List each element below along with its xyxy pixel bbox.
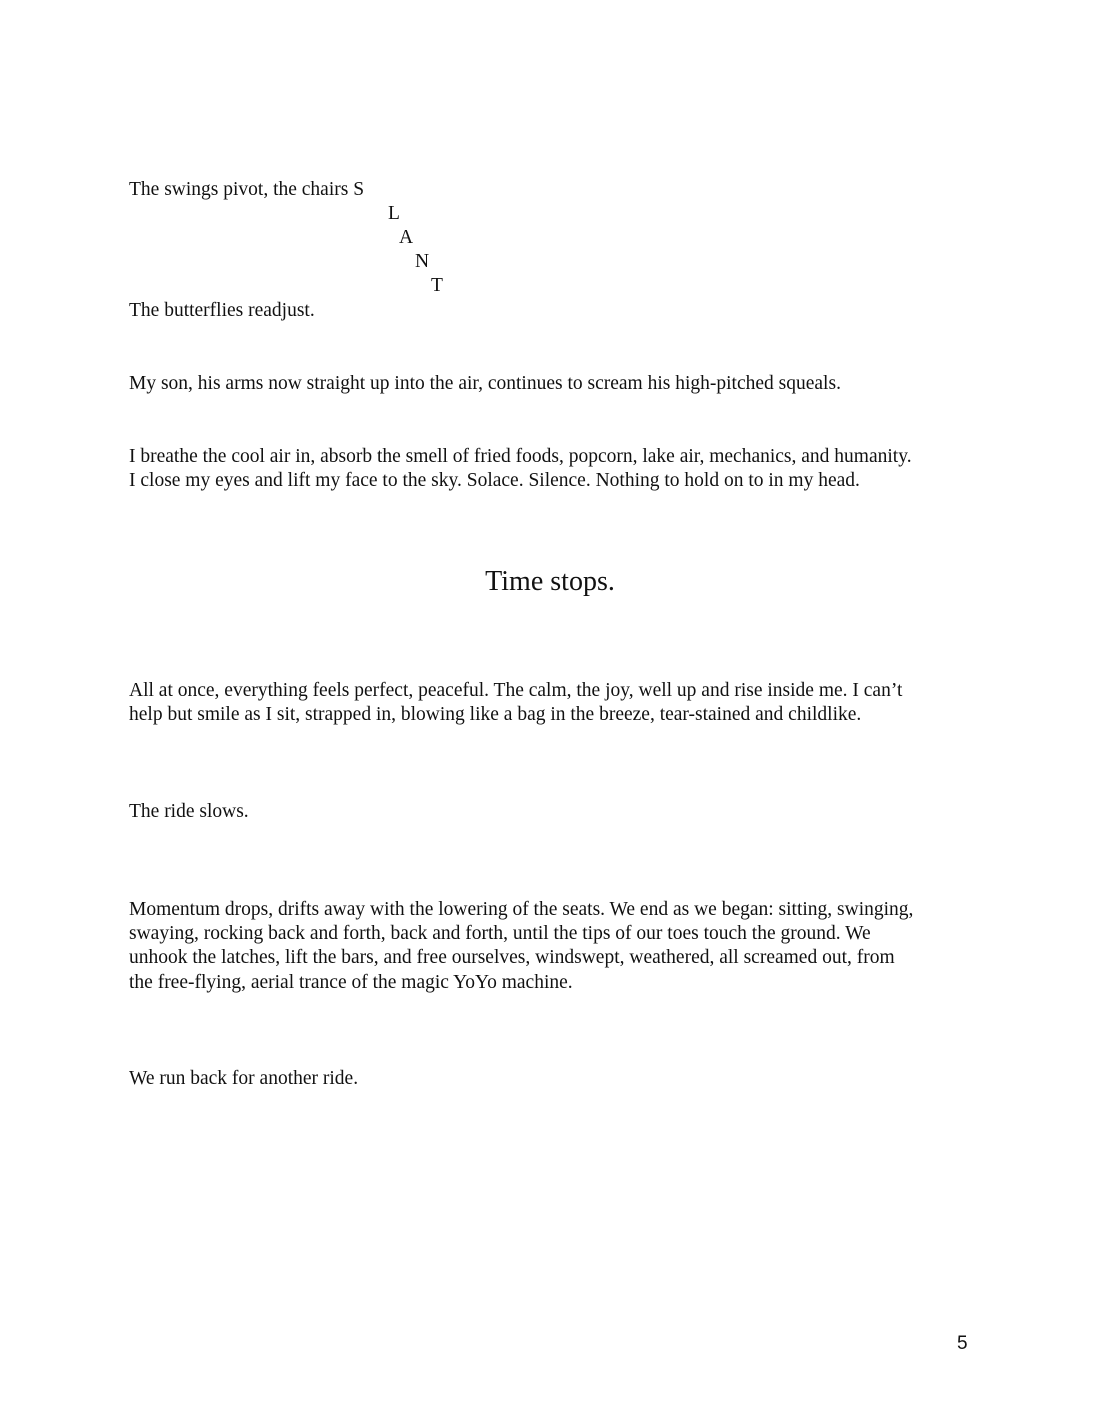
slant-letter-t: T xyxy=(431,275,443,296)
paragraph-line: swaying, rocking back and forth, back and forth, until the tips of our toes touch the ground. We xyxy=(129,923,871,945)
paragraph-line: Momentum drops, drifts away with the lowering of the seats. We end as we began: sitting, swinging, xyxy=(129,899,914,920)
swings-line: The swings pivot, the chairs S xyxy=(129,179,365,200)
slant-letter-l: L xyxy=(388,203,400,224)
breathe-paragraph xyxy=(129,445,979,493)
paragraph-line: the free-flying, aerial trance of the magic YoYo machine. xyxy=(129,971,573,993)
son-paragraph: My son, his arms now straight up into the air, continues to scream his high-pitched squeals. xyxy=(129,373,841,394)
slant-letter-n: N xyxy=(415,251,430,272)
slant-letter-a: A xyxy=(399,227,414,248)
momentum-paragraph xyxy=(129,898,979,995)
paragraph-line: All at once, everything feels perfect, peaceful. The calm, the joy, well up and rise inside me. I can’t xyxy=(129,680,903,701)
all-at-once-paragraph xyxy=(129,679,979,727)
page-number: 5 xyxy=(957,1333,968,1354)
run-back-line: We run back for another ride. xyxy=(129,1068,359,1089)
paragraph-line: I close my eyes and lift my face to the sky. Solace. Silence. Nothing to hold on to in my head. xyxy=(129,470,860,492)
butterflies-line: The butterflies readjust. xyxy=(129,300,315,321)
paragraph-line: help but smile as I sit, strapped in, blowing like a bag in the breeze, tear-stained and childlike. xyxy=(129,704,862,726)
paragraph-line: I breathe the cool air in, absorb the smell of fried foods, popcorn, lake air, mechanics, and humanity. xyxy=(129,446,912,467)
paragraph-line: unhook the latches, lift the bars, and free ourselves, windswept, weathered, all screamed out, from xyxy=(129,947,895,969)
time-stops-heading: Time stops. xyxy=(485,566,615,597)
ride-slows-line: The ride slows. xyxy=(129,801,249,822)
